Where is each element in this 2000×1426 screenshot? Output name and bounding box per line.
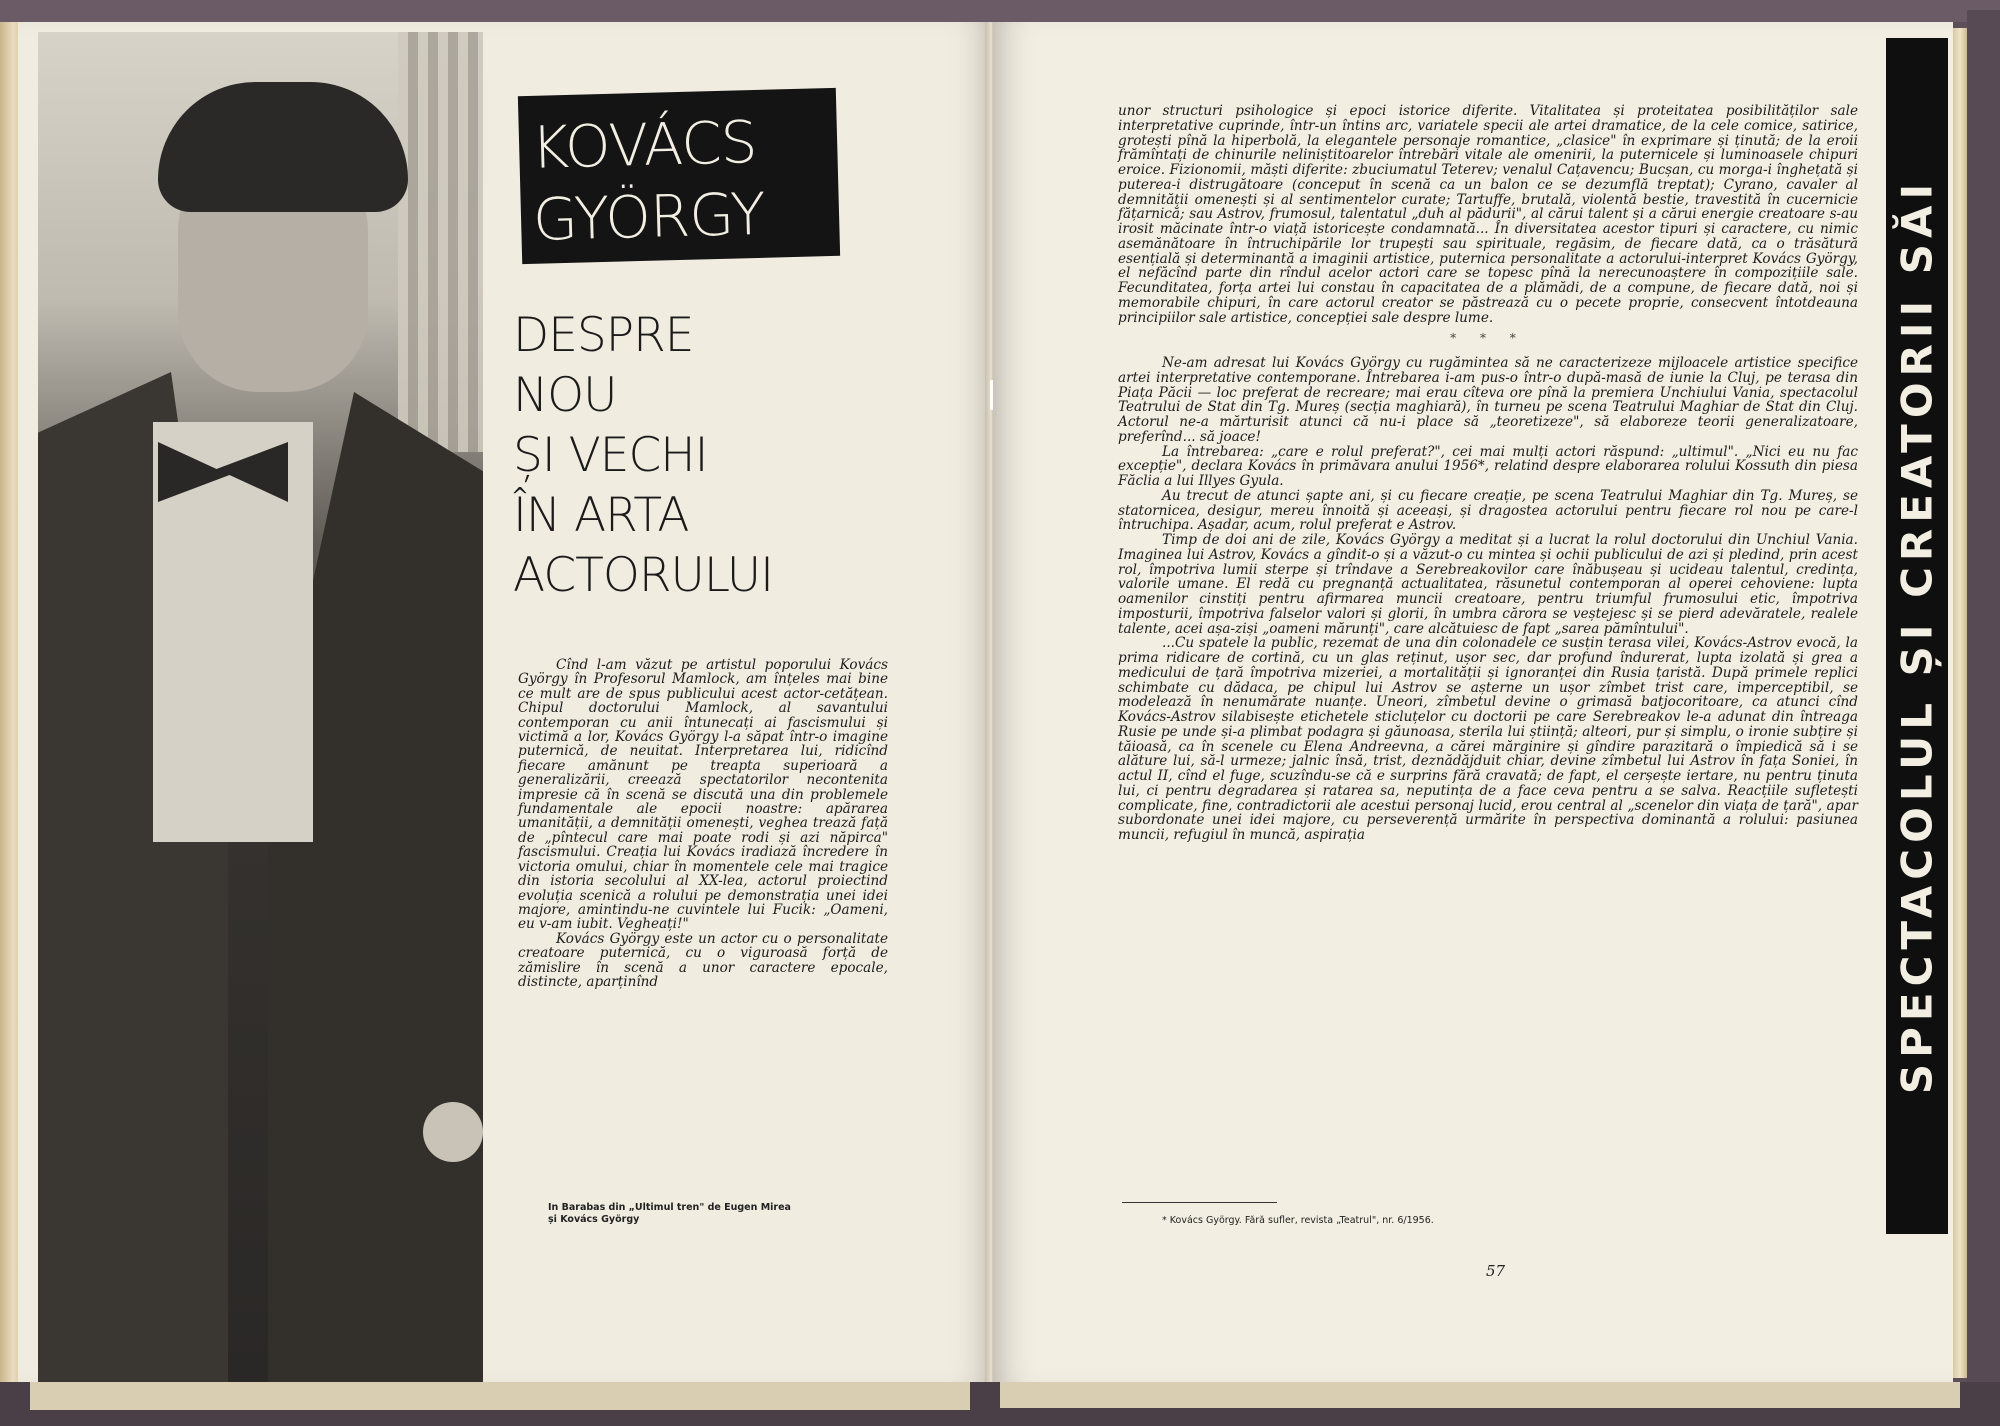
page-edge-right xyxy=(1953,28,1967,1378)
footnote-rule xyxy=(1122,1202,1277,1203)
subtitle-line-2: NOU xyxy=(513,368,617,423)
title-line-1: KOVÁCS xyxy=(530,107,758,182)
portrait-photo xyxy=(38,32,483,1382)
bottom-sheet-left xyxy=(30,1382,970,1410)
paragraph: ...Cu spatele la public, rezemat de una din colonadele ce susțin terasa vilei, Kovács-Astrov evocă, la prima ridicare de cortină, cu un glas reținut, ușor sec, dar profund îndurerat, lupta izolată și grea a medicului de țară împotriva mizeriei, a mortalității și ignoranței din Rusia țaristă. După primele replici schimbate cu dădaca, pe chipul lui Astrov se așterne un ușor zîmbet trist care, imperceptibil, se modelează în nenumărate nuanțe. Uneori, zîmbetul devine o grimasă batjocoritoare, ca atunci cînd Kovács-Astrov silabisește etichetele sticluțelor cu doctorii pe care Serebreakov le-a adunat din întreaga Rusie pe unde și-a plimbat podagra și găunoasa, sterila lui știință; alteori, pur și simplu, o ironie subțire și tăioasă, ca în scenele cu Elena Andreevna, a cărei mărginire și gîndire parazitară o împiedică să i se alăture lui, să-l urmeze; jalnic însă, trist, deznădăjduit chiar, devine zîmbetul lui Astrov în fața Soniei, în actul II, cînd el fuge, scuzîndu-se că e surprins fără cravată; de fapt, el cerșește iertare, nu pentru ținuta lui, ci pentru degradarea și ratarea sa, neputința de a face ceva pentru a se salva. Reacțiile sufletești complicate, fine, contradictorii ale acestui personaj lucid, erou central al „scenelor din viața de țară", apar subordonate unei idei majore, cu perseverență urmărite în perspectiva dominantă a rolului: pasiunea muncii, refugiul în muncă, aspirația xyxy=(1118,635,1858,843)
book-cover-edge xyxy=(1967,10,2000,1420)
article-title xyxy=(520,104,840,256)
caption-line-2: și Kovács György xyxy=(548,1214,640,1225)
article-subtitle xyxy=(513,306,833,606)
title-line-2: GYÖRGY xyxy=(532,179,766,254)
paragraph: Ne-am adresat lui Kovács György cu rugămintea să ne caracterizeze mijloacele artistice specifice artei interpretative contemporane. Întrebarea i-am pus-o într-o după-masă de iunie la Cluj, pe terasa din Piața Păcii — loc preferat de recreare; mai erau cîteva ore pînă la premiera Unchiului Vania, spectacolul Teatrului de Stat din Tg. Mureș (secția maghiară), în turneu pe scena Teatrului Maghiar de Stat din Cluj. Actorul ne-a mărturisit atunci că nu-i place să „teoretizeze", să elaboreze teorii generalizatoare, preferînd... să joace! xyxy=(1118,355,1858,445)
paragraph: unor structuri psihologice și epoci istorice diferite. Vitalitatea și proteitatea posibilităților sale interpretative cuprinde, într-un întins arc, variatele specii ale artei dramatice, de la cele comice, satirice, grotești pînă la hiperbolă, la elegantele personaje romantice, „clasice" în exprimare și ținută; de la eroii frămîntați de chinurile neliniștitoarelor întrebări vitale ale omenirii, la puternicele și luminoasele chipuri eroice. Fizionomii, măști diferite: zbuciumatul Teterev; venalul Cațavencu; Bucșan, cu morga-i înghețată și puterea-i distrugătoare (conceput în scenă ca un balon ce se dezumflă treptat); Cyrano, cavaler al demnității omenești și al sentimentelor curate; Tartuffe, brutală, violentă bestie, travestită în cucernicie fățarnică; sau Astrov, frumosul, talentatul „duh al pădurii", al cărui talent și a cărui energie creatoare s-au irosit măcinate într-o viață istoricește condamnată... În diversitatea acestor tipuri și caractere, cu nimic asemănătoare în întruchipările lor trupești sau spirituale, regăsim, de fiecare dată, ca o trăsătură esențială și determinantă a imaginii artistice, puternica personalitate a actorului-interpret Kovács György, el nefăcînd parte din rîndul acelor actori care se topesc pînă la nerecunoaștere în compozițiile sale. Fecunditatea, forța artei lui constau în capacitatea de a plămădi, de a compune, de fiecare dată, noi și memorabile chipuri, în care actorul creator se păstrează cu o pecete proprie, consecvent întotdeauna principiilor sale artistice, concepției sale despre lume. xyxy=(1118,103,1858,326)
paragraph: Kovács György este un actor cu o personalitate creatoare puternică, cu o viguroasă forță de zămislire în scenă a unor caractere epocale, distincte, aparținînd xyxy=(518,930,888,990)
subtitle-line-1: DESPRE xyxy=(513,308,694,363)
page-number: 57 xyxy=(1486,1262,1506,1280)
paragraph: Timp de doi ani de zile, Kovács György a meditat și a lucrat la rolul doctorului din Unchiul Vania. Imaginea lui Astrov, Kovács a gîndit-o și a văzut-o cu mintea și ochii publicului de azi și pledind, prin acest rol, împotriva lumii sterpe și trîndave a Serebreakovilor care înăbușeau și ucideau talentul, credința, valorile umane. El redă cu pregnanță actualitatea, răsunetul contemporan al operei cehoviene: lupta oamenilor cinstiți pentru afirmarea muncii creatoare, pentru triumful frumosului etic, împotriva imposturii, împotriva falselor valori și glorii, în umbra cărora se veștejesc și se pierd adevăratele, realele talente, acei așa-ziși „oameni mărunți", care alcătuiesc de fapt „sarea pămîntului". xyxy=(1118,532,1858,637)
footnote: * Kovács György. Fără sufler, revista „Teatrul", nr. 6/1956. xyxy=(1162,1215,1434,1226)
subtitle-line-5: ACTORULUI xyxy=(513,548,774,603)
subtitle-line-3: ȘI VECHI xyxy=(513,428,708,483)
subtitle-line-4: ÎN ARTA xyxy=(513,488,689,543)
right-text-column xyxy=(1118,104,1858,843)
caption-line-1: In Barabas din „Ultimul tren" de Eugen Mirea xyxy=(548,1202,791,1213)
curtain-background xyxy=(398,32,483,452)
bottom-sheet-right xyxy=(1000,1382,1960,1408)
hand xyxy=(423,1102,483,1162)
paragraph: La întrebarea: „care e rolul preferat?", cei mai mulți actori răspund: „ultimul". „Nici eu nu fac excepție", declara Kovács în primăvara anului 1956*, relatind despre elaborarea rolului Kossuth din piesa Făclia a lui Illyes Gyula. xyxy=(1118,443,1858,489)
section-divider: * * * xyxy=(1450,331,1526,346)
paragraph: Au trecut de atunci șapte ani, și cu fiecare creație, pe scena Teatrului Maghiar din Tg. Mureș, se statornicea, desigur, mereu înnoită și aceeași, și dragostea actorului pentru fiecare rol nou pe care-l întruchipa. Așadar, acum, rolul preferat e Astrov. xyxy=(1118,487,1858,534)
left-text-column xyxy=(518,658,888,989)
binding-top xyxy=(0,0,2000,22)
hair xyxy=(158,82,408,212)
photo-caption xyxy=(548,1202,888,1226)
section-bar-label: SPECTACOLUL ȘI CREATORII SĂI xyxy=(1892,177,1942,1095)
paragraph: Cînd l-am văzut pe artistul poporului Kovács György în Profesorul Mamlock, am înțeles mai bine ce mult are de spus publicului acest actor-cetățean. Chipul doctorului Mamlock, al savantului contemporan cu anii întunecați ai fascismului și victimă a lor, Kovács György l-a săpat într-o imagine puternică, de neuitat. Interpretarea lui, ridicînd fiecare amănunt pe treapta superioară a generalizării, creează spectatorilor necontenita impresie că în scenă se discută una din problemele fundamentale ale epocii noastre: apărarea umanității, a demnității omenești, veghea trează față de „pîntecul care mai poate rodi și azi năpirca" fascismului. Creația lui Kovács iradiază încredere în victoria omului, chiar în momentele cele mai tragice din istoria secolului al XX-lea, actorul proiectind evoluția scenică a rolului pe demonstrația unei idei majore, amintindu-ne cuvintele lui Fucik: „Oameni, eu v-am iubit. Vegheați!" xyxy=(518,657,888,933)
